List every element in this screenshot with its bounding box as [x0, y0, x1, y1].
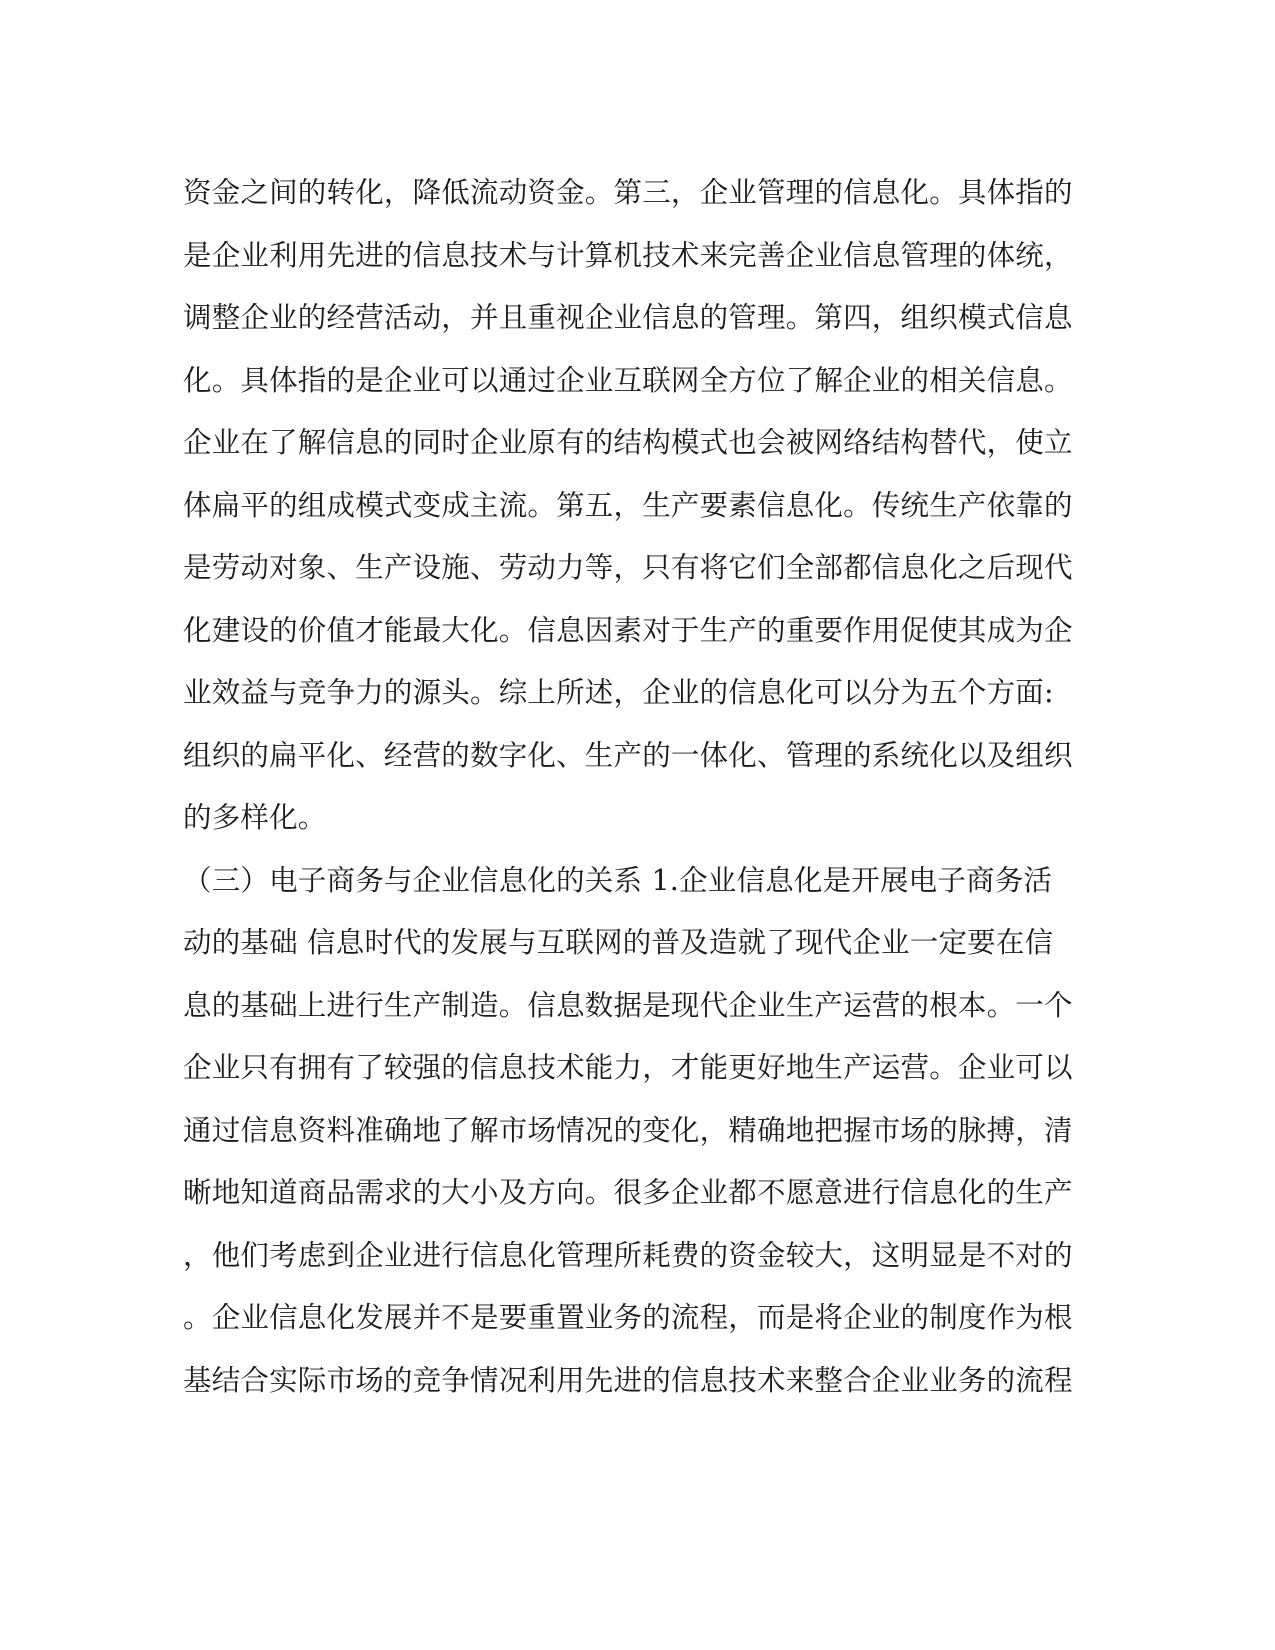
text-line: 的多样化。 [183, 801, 327, 834]
text-line: 息的基础上进行生产制造。信息数据是现代企业生产运营的根本。一个 [183, 988, 1073, 1022]
text-line: 。企业信息化发展并不是要重置业务的流程，而是将企业的制度作为根 [183, 1301, 1073, 1334]
text-line: 通过信息资料准确地了解市场情况的变化，精确地把握市场的脉搏，清 [183, 1113, 1073, 1147]
text-line: 企业只有拥有了较强的信息技术能力，才能更好地生产运营。企业可以 [183, 1051, 1073, 1084]
text-line: 晰地知道商品需求的大小及方向。很多企业都不愿意进行信息化的生产 [183, 1176, 1073, 1209]
text-line: 调整企业的经营活动，并且重视企业信息的管理。第四，组织模式信息 [183, 301, 1073, 334]
section-heading-line: （三）电子商务与企业信息化的关系 1.企业信息化是开展电子商务活 [183, 863, 1053, 897]
body-text [183, 162, 1093, 1412]
text-line: 资金之间的转化，降低流动资金。第三，企业管理的信息化。具体指的 [183, 176, 1073, 209]
text-line: 动的基础 信息时代的发展与互联网的普及造就了现代企业一定要在信 [183, 926, 1054, 959]
text-line: 组织的扁平化、经营的数字化、生产的一体化、管理的系统化以及组织 [183, 738, 1073, 772]
text-line: 是企业利用先进的信息技术与计算机技术来完善企业信息管理的体统， [183, 238, 1073, 272]
text-line: 业效益与竞争力的源头。综上所述，企业的信息化可以分为五个方面: [183, 676, 1054, 709]
text-line: 是劳动对象、生产设施、劳动力等，只有将它们全部都信息化之后现代 [183, 551, 1073, 584]
text-line: 基结合实际市场的竞争情况利用先进的信息技术来整合企业业务的流程 [183, 1363, 1073, 1397]
text-line: 化建设的价值才能最大化。信息因素对于生产的重要作用促使其成为企 [183, 613, 1073, 647]
text-line: ，他们考虑到企业进行信息化管理所耗费的资金较大，这明显是不对的 [183, 1238, 1073, 1272]
text-line: 企业在了解信息的同时企业原有的结构模式也会被网络结构替代，使立 [183, 426, 1073, 459]
text-line: 化。具体指的是企业可以通过企业互联网全方位了解企业的相关信息。 [183, 363, 1073, 397]
text-line: 体扁平的组成模式变成主流。第五，生产要素信息化。传统生产依靠的 [183, 488, 1073, 522]
